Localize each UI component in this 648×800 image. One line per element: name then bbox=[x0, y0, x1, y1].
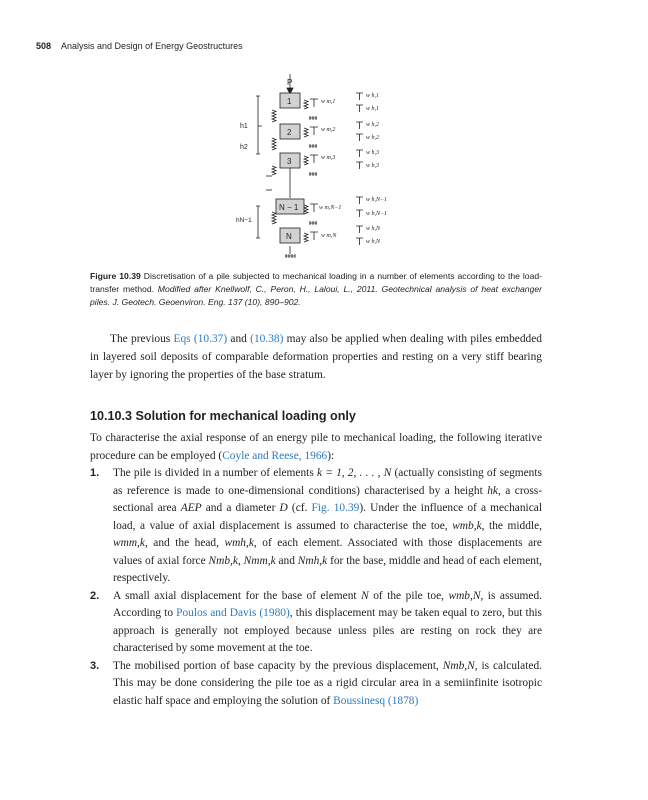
math: AEP bbox=[180, 502, 202, 514]
step-text: , a cross-sectional area bbox=[113, 484, 542, 514]
base-displacement-label: w b,3 bbox=[366, 163, 380, 169]
height-label: hN−1 bbox=[236, 217, 252, 224]
step-text: , this displacement may be taken equal to zero, but this approach is generally not employed because unless piles are resting on rock they are characterised by some movement at the toe. bbox=[113, 607, 542, 654]
step-text: , the middle, bbox=[481, 519, 542, 532]
figure-caption bbox=[90, 270, 542, 309]
element-label: N bbox=[286, 232, 292, 241]
step-text: The pile is divided in a number of elements bbox=[113, 467, 317, 479]
mid-displacement-label: w m,N bbox=[321, 233, 337, 239]
figure-label: Figure 10.39 bbox=[90, 271, 141, 281]
height-label: h1 bbox=[240, 123, 248, 130]
mid-displacement-label: w m,3 bbox=[321, 155, 336, 161]
math: wmm,k bbox=[113, 537, 145, 549]
step-text: for the base, middle and head of each element, respectively. bbox=[113, 554, 542, 584]
element-label: N − 1 bbox=[279, 203, 299, 212]
caption-source: Modified after Knellwolf, C., Peron, H., Laloui, L., 2011. Geotechnical analysis of heat exchanger piles. J. Geotech. Geoenviron. Eng. 137 (10), 890–902. bbox=[90, 284, 542, 307]
head-displacement-label: w h,1 bbox=[366, 93, 380, 99]
section-heading: 10.10.3 Solution for mechanical loading only bbox=[90, 409, 356, 423]
head-displacement-label: w h,3 bbox=[366, 150, 380, 156]
base-displacement-label: w b,2 bbox=[366, 135, 380, 141]
base-displacement-label: w b,1 bbox=[366, 106, 380, 112]
step-text: ). Under the influence of a mechanical load, a value of axial displacement is assumed to characterise the toe, bbox=[113, 502, 543, 532]
book-title: Analysis and Design of Energy Geostructures bbox=[61, 41, 243, 51]
head-displacement-label: w h,N−1 bbox=[366, 197, 388, 203]
running-header bbox=[36, 41, 243, 51]
step-text: The mobilised portion of base capacity by the previous displacement, bbox=[113, 659, 443, 672]
step-text: and a diameter bbox=[201, 502, 280, 514]
element-label: 2 bbox=[287, 128, 292, 137]
procedure-step bbox=[90, 588, 542, 658]
pile-discretisation-figure bbox=[220, 70, 420, 280]
mid-displacement-label: w m,2 bbox=[321, 127, 336, 133]
citation-link[interactable]: Coyle and Reese, 1966 bbox=[222, 449, 328, 462]
step-text: (actually consisting of segments as reference is made to one-dimensional conditions) characterised by a height bbox=[113, 467, 542, 497]
math: Nmm,k bbox=[243, 554, 276, 567]
intro-text: To characterise the axial response of an energy pile to mechanical loading, the following iterative procedure can be employed ( bbox=[90, 432, 542, 462]
step-text: , of each element. Associated with those displacements are values of axial force bbox=[113, 537, 542, 567]
procedure-step bbox=[90, 465, 542, 588]
math: wmh,k bbox=[224, 537, 254, 549]
height-label: h2 bbox=[240, 144, 248, 151]
step-text: A small axial displacement for the base of element bbox=[113, 589, 362, 602]
procedure-list bbox=[90, 465, 542, 710]
procedure-step bbox=[90, 658, 542, 711]
step-number: 2. bbox=[90, 589, 100, 602]
figure-link[interactable]: Fig. 10.39 bbox=[311, 502, 360, 514]
step-text: and bbox=[275, 554, 298, 567]
math: Nmh,k bbox=[297, 554, 328, 567]
paragraph-text: may also be applied when dealing with piles embedded in layered soil deposits of comparable deformation properties and resting on a very stiff bearing layer by ignoring the properties of the base stratum. bbox=[90, 333, 542, 381]
math: wmb,N bbox=[448, 589, 481, 602]
load-label: P bbox=[287, 78, 293, 87]
step-text: , is assumed. According to bbox=[113, 589, 542, 619]
step-text: , is calculated. This may be done considering the pile toe as a rigid circular area in a semiinfinite isotropic elastic half space and employing the solution of bbox=[113, 659, 543, 707]
mid-displacement-label: w m,N−1 bbox=[319, 205, 342, 211]
head-displacement-label: w h,N bbox=[366, 226, 381, 232]
equation-link[interactable]: (10.38) bbox=[250, 333, 284, 345]
body-paragraph bbox=[90, 330, 542, 384]
citation-link[interactable]: Boussinesq (1878) bbox=[333, 694, 419, 707]
math: N bbox=[361, 589, 369, 602]
math: k = 1, 2, . . . , N bbox=[316, 467, 392, 479]
step-text: (cf. bbox=[287, 502, 312, 514]
math: wmb,k bbox=[452, 519, 482, 532]
citation-link[interactable]: Poulos and Davis (1980) bbox=[176, 607, 290, 619]
math: hk bbox=[487, 484, 498, 497]
step-text: , bbox=[237, 554, 244, 567]
paragraph-text: and bbox=[227, 333, 251, 345]
math: Nmb,k bbox=[208, 554, 238, 567]
caption-text: Discretisation of a pile subjected to mechanical loading in a number of elements according to the load-transfer method. bbox=[90, 271, 543, 294]
step-number: 3. bbox=[90, 659, 100, 672]
base-displacement-label: w b,N−1 bbox=[366, 211, 388, 217]
math: Nmb,N bbox=[442, 659, 475, 672]
step-text: of the pile toe, bbox=[368, 589, 449, 602]
step-number: 1. bbox=[90, 467, 100, 479]
element-label: 3 bbox=[287, 157, 292, 166]
page-number: 508 bbox=[36, 41, 52, 51]
head-displacement-label: w h,2 bbox=[366, 122, 380, 128]
intro-paragraph bbox=[90, 430, 542, 465]
mid-displacement-label: w m,1 bbox=[321, 99, 336, 105]
intro-text: ): bbox=[327, 449, 335, 462]
base-displacement-label: w b,N bbox=[366, 239, 381, 245]
math: D bbox=[279, 502, 288, 514]
step-text: , and the head, bbox=[144, 537, 225, 549]
equation-link[interactable]: Eqs (10.37) bbox=[173, 333, 228, 345]
paragraph-text: The previous bbox=[110, 333, 174, 345]
element-label: 1 bbox=[287, 97, 292, 106]
